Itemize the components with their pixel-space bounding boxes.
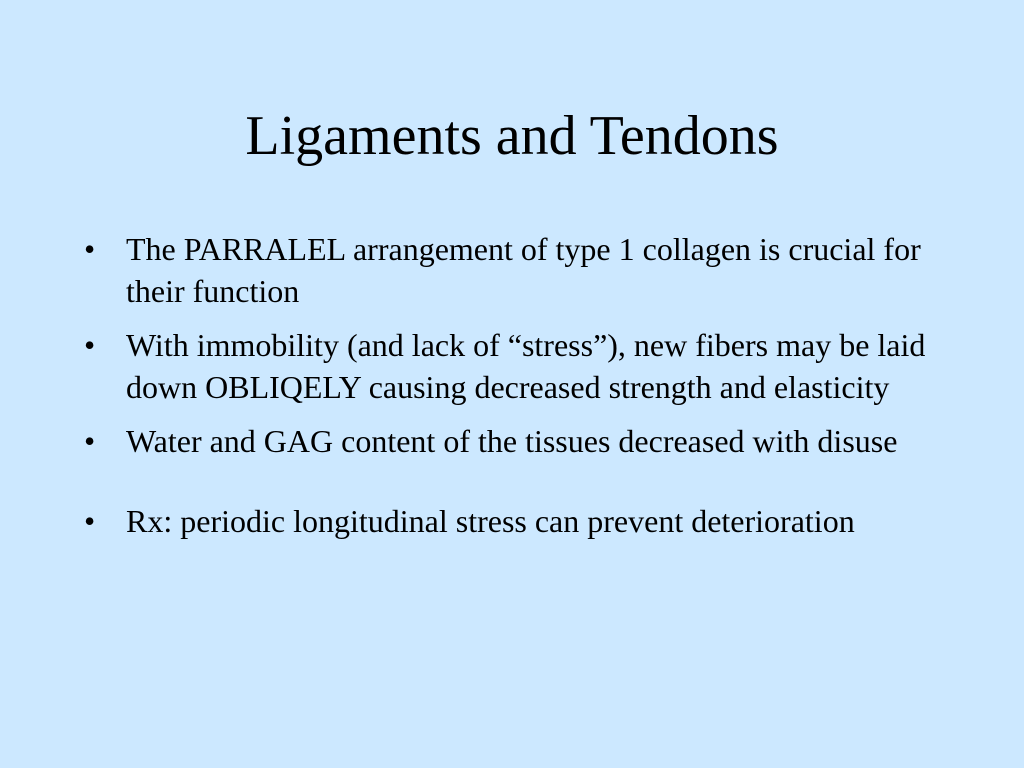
slide-title: Ligaments and Tendons [245, 105, 779, 167]
bullet-text: Rx: periodic longitudinal stress can prevent deterioration [126, 503, 855, 539]
bullet-icon: • [84, 423, 96, 459]
bullet-item [84, 500, 944, 542]
bullet-icon: • [84, 327, 96, 363]
bullet-icon: • [84, 231, 96, 267]
bullet-item [84, 228, 944, 312]
bullet-item [84, 420, 944, 462]
bullet-text: With immobility (and lack of “stress”), new fibers may be laid down OBLIQELY causing decreased strength and elasticity [126, 327, 926, 405]
bullet-icon: • [84, 503, 96, 539]
bullet-item [84, 324, 944, 408]
bullet-text: The PARRALEL arrangement of type 1 collagen is crucial for their function [126, 231, 921, 309]
bullet-list [84, 228, 944, 554]
bullet-text: Water and GAG content of the tissues decreased with disuse [126, 423, 898, 459]
